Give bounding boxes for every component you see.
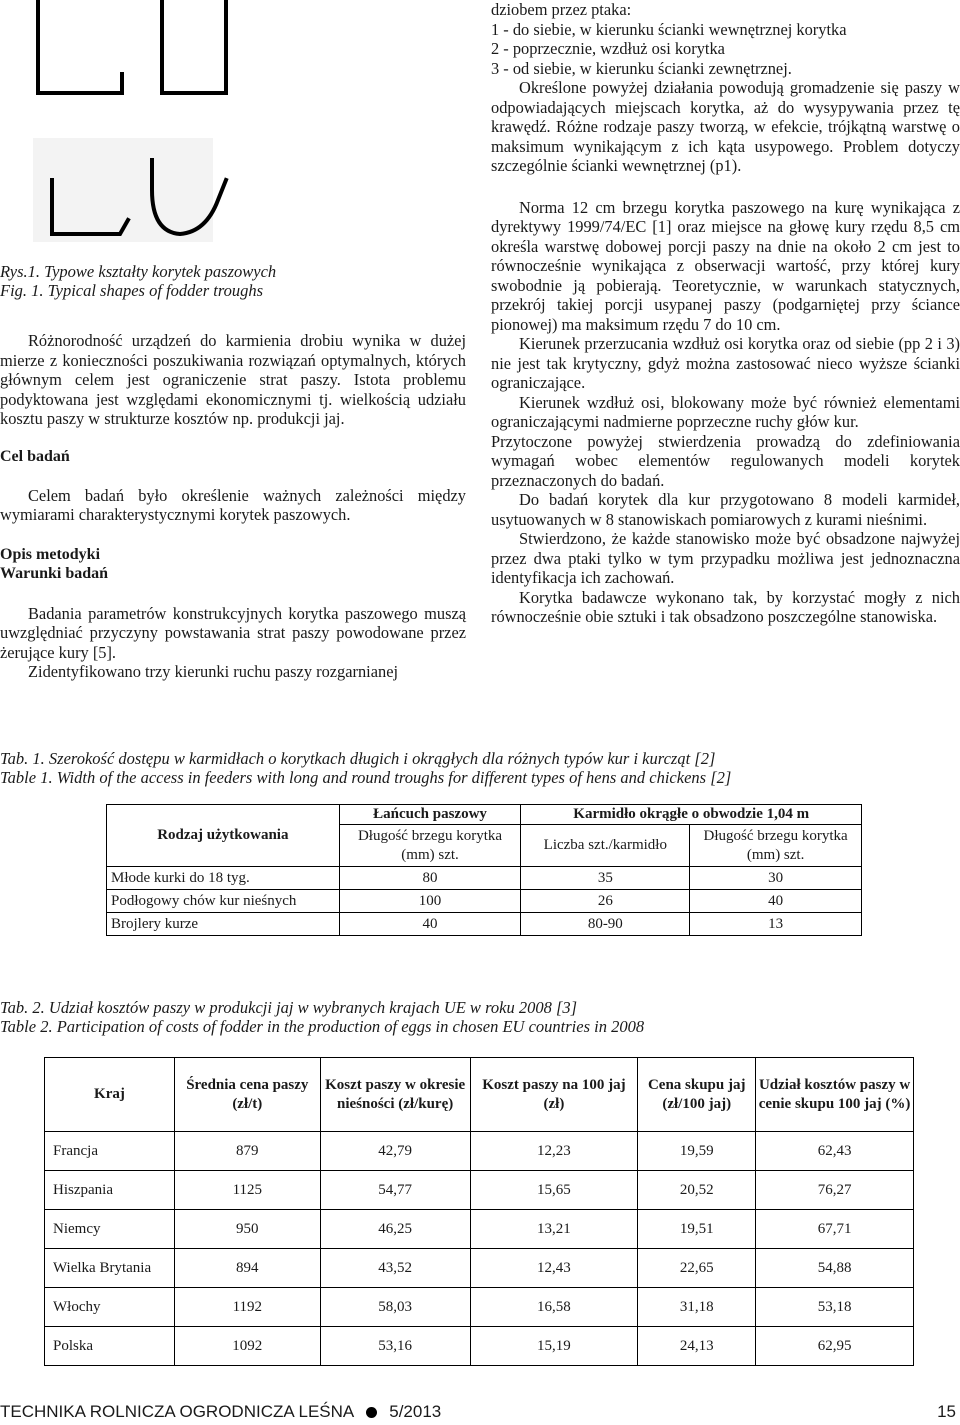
section-heading: Opis metodyki [0, 545, 101, 563]
table2-header-cena-skupu: Cena skupu jaj (zł/100 jaj) [638, 1058, 756, 1132]
table-cell: 13 [690, 913, 862, 936]
trough-shapes-svg [30, 0, 230, 250]
table1-header-karmidlo: Karmidło okrągłe o obwodzie 1,04 m [521, 805, 862, 825]
table-cell: 40 [339, 913, 521, 936]
table-cell: Włochy [45, 1288, 175, 1327]
paragraph: Stwierdzono, że każde stanowisko może być obsadzone najwyżej przez dwa ptaki tylko w tym przypadku możliwa jest jednoznaczna identyfikacja ich zachowań. [491, 529, 960, 587]
table-cell: 80-90 [521, 913, 690, 936]
table-cell: 62,43 [756, 1132, 914, 1171]
list-intro: dziobem przez ptaka: [491, 0, 632, 19]
table1-header-dlugosc: Długość brzegu korytka (mm) szt. [339, 825, 521, 867]
table-cell: 12,43 [470, 1249, 638, 1288]
section-subheading: Warunki badań [0, 564, 109, 582]
paragraph: Określone powyżej działania powodują gromadzenie się paszy w odpowiadających miejscach korytka, aż do wysypywania przez tę krawędź. Różne rodzaje paszy tworzą, w efekcie, trójkątną warstwę o maksimum wynikającym z ich kąta usypowego. Problem dotyczy szczególnie ścianki wewnętrznej (p1). [491, 78, 960, 175]
table-row [107, 867, 862, 890]
table-cell: 46,25 [320, 1210, 470, 1249]
table-cell: 35 [521, 867, 690, 890]
table-cell: 12,23 [470, 1132, 638, 1171]
table1-header-liczba: Liczba szt./karmidło [521, 825, 690, 867]
table-cell: 20,52 [638, 1171, 756, 1210]
table-cell: 22,65 [638, 1249, 756, 1288]
table-cell: 16,58 [470, 1288, 638, 1327]
list-item: 3 - od siebie, w kierunku ścianki zewnętrznej. [491, 58, 792, 78]
table2-caption-pl: Tab. 2. Udział kosztów paszy w produkcji jaj w wybranych krajach UE w roku 2008 [3] [0, 998, 578, 1017]
issue-number: 5/2013 [389, 1402, 442, 1421]
paragraph: Kierunek przerzucania wzdłuż osi korytka oraz od siebie (pp 2 i 3) nie jest tak krytyczny, gdyż można zastosować nieco wyższe ścianki ograniczające. [491, 334, 960, 392]
journal-title: TECHNIKA ROLNICZA OGRODNICZA LEŚNA [0, 1402, 355, 1421]
left-column [0, 331, 466, 682]
paragraph: Przytoczone powyżej stwierdzenia prowadzą do zdefiniowania wymagań wobec elementów regulowanych modeli korytek przeznaczonych do badań. [491, 431, 960, 490]
table2-header-koszt-okres: Koszt paszy w okresie nieśności (zł/kurę) [320, 1058, 470, 1132]
table-row [107, 890, 862, 913]
table1-header-lancuch: Łańcuch paszowy [339, 805, 521, 825]
paragraph: Korytka badawcze wykonano tak, by korzystać mogły z nich równocześnie obie sztuki i tak obsadzono poszczególne stanowiska. [491, 587, 960, 626]
table-cell: 13,21 [470, 1210, 638, 1249]
paragraph: Norma 12 cm brzegu korytka paszowego na kurę wynikająca z dyrektywy 1999/74/EC [1] oraz miejsce na głowę kury rzędu 8,5 cm określa warstwę dobowej porcji paszy na dnie na około 2 cm jest to równocześnie wynikająca z obserwacji wartość, przy której kury swobodnie ją pobierają. Teoretycznie, w warunkach statycznych, przekrój takiej porcji usypanej paszy (podgarniętej przy ściance pionowej) ma maksimum rzędu 7 do 10 cm. [491, 197, 960, 334]
table-cell: Młode kurki do 18 tyg. [107, 867, 340, 890]
table-cell: 80 [339, 867, 521, 890]
table-cell: 58,03 [320, 1288, 470, 1327]
table-cell: 950 [174, 1210, 320, 1249]
table2-header-srednia: Średnia cena paszy (zł/t) [174, 1058, 320, 1132]
list-item: 2 - poprzecznie, wzdłuż osi korytka [491, 39, 725, 58]
table-row [45, 1171, 914, 1210]
table-cell: 1092 [174, 1327, 320, 1366]
table-cell: 100 [339, 890, 521, 913]
table-cell: Wielka Brytania [45, 1249, 175, 1288]
table-cell: 30 [690, 867, 862, 890]
table-cell: Podłogowy chów kur nieśnych [107, 890, 340, 913]
table-cell: 76,27 [756, 1171, 914, 1210]
paragraph: Celem badań było określenie ważnych zależności między wymiarami charakterystycznymi korytek paszowych. [0, 485, 466, 524]
table2-caption-en: Table 2. Participation of costs of fodder in the production of eggs in chosen EU countries in 2008 [0, 1017, 645, 1036]
paragraph: Zidentyfikowano trzy kierunki ruchu paszy rozgarnianej [28, 662, 399, 681]
list-item: 1 - do siebie, w kierunku ścianki wewnętrznej korytka [491, 19, 847, 39]
table-cell: 62,95 [756, 1327, 914, 1366]
page-footer [0, 1401, 960, 1425]
figure-caption-en: Fig. 1. Typical shapes of fodder troughs [0, 281, 264, 300]
trough-shape-2 [162, 2, 226, 93]
bullet-icon [366, 1407, 377, 1418]
page-number: 15 [937, 1402, 956, 1421]
table1-header-rodzaj: Rodzaj użytkowania [107, 805, 340, 867]
figure-caption-pl: Rys.1. Typowe kształty korytek paszowych [0, 262, 277, 281]
table-cell: 40 [690, 890, 862, 913]
table-cell: 53,18 [756, 1288, 914, 1327]
table-cell: 31,18 [638, 1288, 756, 1327]
table-row [45, 1327, 914, 1366]
trough-shapes-figure [30, 0, 230, 250]
table1-caption [0, 749, 960, 787]
table-row [45, 1249, 914, 1288]
table-cell: Hiszpania [45, 1171, 175, 1210]
table-cell: 42,79 [320, 1132, 470, 1171]
table-cell: Polska [45, 1327, 175, 1366]
table-cell: 24,13 [638, 1327, 756, 1366]
table-cell: 54,88 [756, 1249, 914, 1288]
table1 [106, 804, 862, 936]
table-cell: 15,65 [470, 1171, 638, 1210]
table-cell: 19,51 [638, 1210, 756, 1249]
paragraph: Kierunek wzdłuż osi, blokowany może być również elementami ograniczającymi nadmierne poprzeczne ruchy głów kur. [491, 392, 960, 431]
table-cell: 26 [521, 890, 690, 913]
right-column [491, 0, 960, 627]
table2-header-koszt-100: Koszt paszy na 100 jaj (zł) [470, 1058, 638, 1132]
table-cell: 15,19 [470, 1327, 638, 1366]
table1-caption-pl: Tab. 1. Szerokość dostępu w karmidłach o korytkach długich i okrągłych dla różnych typów kur i kurcząt [2] [0, 749, 716, 768]
figure-caption [0, 262, 440, 300]
table-cell: 894 [174, 1249, 320, 1288]
table1-caption-en: Table 1. Width of the access in feeders with long and round troughs for different types of hens and chickens [2] [0, 768, 732, 787]
table-cell: Brojlery kurze [107, 913, 340, 936]
table2 [44, 1057, 914, 1366]
table1-header-dlugosc: Długość brzegu korytka (mm) szt. [690, 825, 862, 867]
table-row [45, 1210, 914, 1249]
table-cell: Niemcy [45, 1210, 175, 1249]
table-row [45, 1132, 914, 1171]
table-cell: 879 [174, 1132, 320, 1171]
table-cell: 67,71 [756, 1210, 914, 1249]
table2-caption [0, 998, 960, 1036]
table-cell: 19,59 [638, 1132, 756, 1171]
table-row [107, 913, 862, 936]
table-cell: 43,52 [320, 1249, 470, 1288]
paragraph: Do badań korytek dla kur przygotowano 8 modeli karmideł, usytuowanych w 8 stanowiskach pomiarowych z kurami nieśnimi. [491, 490, 960, 529]
table-cell: 1125 [174, 1171, 320, 1210]
paragraph: Badania parametrów konstrukcyjnych korytka paszowego muszą uwzględniać przyczyny powstawania strat paszy powodowane przez żerujące kury [5]. [0, 603, 466, 662]
table2-header-kraj: Kraj [45, 1058, 175, 1132]
section-heading: Cel badań [0, 447, 70, 465]
table-row [45, 1288, 914, 1327]
table2-header-udzial: Udział kosztów paszy w cenie skupu 100 jaj (%) [756, 1058, 914, 1132]
paragraph: Różnorodność urządzeń do karmienia drobiu wynika w dużej mierze z konieczności poszukiwania rozwiązań optymalnych, których głównym celem jest ograniczenie strat paszy. Istota problemu podyktowana jest względami ekonomicznymi tj. wielkością udziału kosztu paszy w strukturze kosztów np. produkcji jaj. [0, 331, 466, 428]
table-cell: Francja [45, 1132, 175, 1171]
table-cell: 1192 [174, 1288, 320, 1327]
table-cell: 53,16 [320, 1327, 470, 1366]
trough-shape-1 [38, 2, 122, 93]
table-cell: 54,77 [320, 1171, 470, 1210]
